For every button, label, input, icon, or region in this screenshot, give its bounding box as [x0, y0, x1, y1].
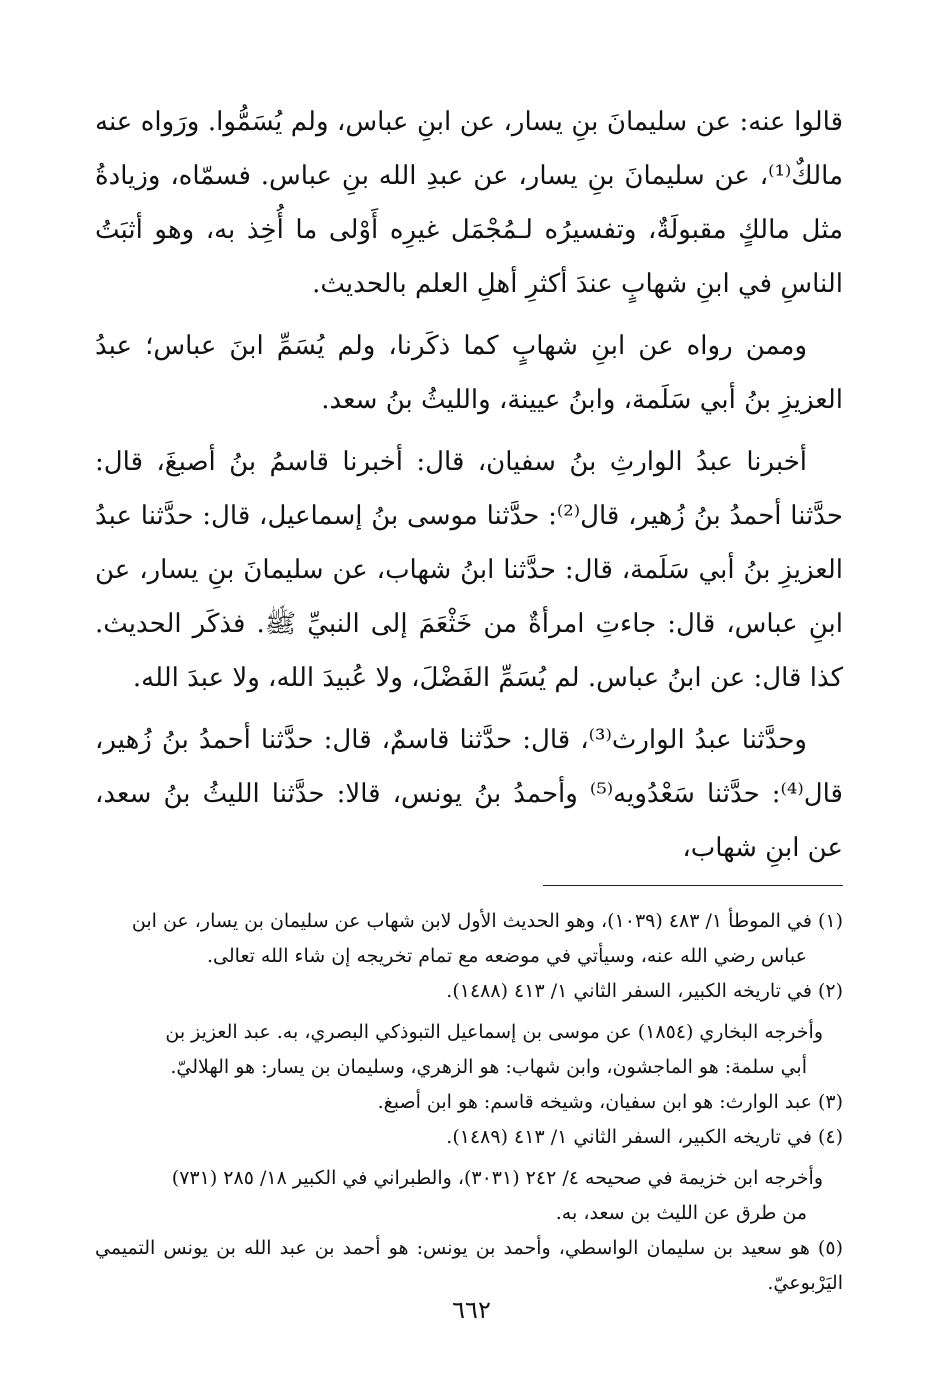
page-number: ٦٦٢ — [452, 1296, 491, 1324]
footnote-separator — [543, 885, 843, 886]
paragraph-3: أخبرنا عبدُ الوارثِ بنُ سفيان، قال: أخبرنا قاسمُ بنُ أصبغَ، قال: حدَّثنا أحمدُ بنُ زُهير، قال⁽²⁾: حدَّثنا موسى بنُ إسماعيل، قال: حدَّثنا عبدُ العزيزِ بنُ أبي سَلَمة، قال: حدَّثنا ابنُ شهاب، عن سليمانَ بنِ يسار، عن ابنِ عباس، قال: جاءتِ امرأةٌ من خَثْعَمَ إلى النبيِّ ﷺ. فذكَر الحديث. كذا قال: عن ابنُ عباس. لم يُسَمِّ الفَضْلَ، ولا عُبيدَ الله، ولا عبدَ الله. — [95, 447, 843, 693]
footnotes — [95, 904, 843, 1301]
footnote-3: (٣) عبد الوارث: هو ابن سفيان، وشيخه قاسم: هو ابن أصبغ. — [377, 1091, 843, 1113]
main-text — [95, 95, 843, 875]
footnote-2-extra: وأخرجه البخاري (١٨٥٤) عن موسى بن إسماعيل التبوذكي البصري، به. عبد العزيز بن — [165, 1021, 823, 1043]
footnote-1-continuation: عباس رضي الله عنه، وسيأتي في موضعه مع تمام تخريجه إن شاء الله تعالى. — [206, 945, 807, 967]
footnote-4: (٤) في تاريخه الكبير، السفر الثاني ١/ ٤١٣ (١٤٨٩). — [446, 1126, 843, 1148]
paragraph-4: وحدَّثنا عبدُ الوارث⁽³⁾، قال: حدَّثنا قاسمٌ، قال: حدَّثنا أحمدُ بنُ زُهير، قال⁽⁴⁾: حدَّثنا سَعْدُويه⁽⁵⁾ وأحمدُ بنُ يونس، قالا: حدَّثنا الليثُ بنُ سعد، عن ابنِ شهاب، — [95, 725, 843, 863]
footnote-2-extra-continuation: أبي سلمة: هو الماجشون، وابن شهاب: هو الزهري، وسليمان بن يسار: هو الهلاليّ. — [170, 1056, 807, 1078]
footnote-2: (٢) في تاريخه الكبير، السفر الثاني ١/ ٤١٣ (١٤٨٨). — [446, 980, 843, 1002]
footnote-1: (١) في الموطأ ١/ ٤٨٣ (١٠٣٩)، وهو الحديث الأول لابن شهاب عن سليمان بن يسار، عن ابن — [131, 910, 843, 932]
footnote-4-extra-continuation: من طرق عن الليث بن سعد، به. — [555, 1202, 807, 1224]
footnote-4-extra: وأخرجه ابن خزيمة في صحيحه ٤/ ٢٤٢ (٣٠٣١)، والطبراني في الكبير ١٨/ ٢٨٥ (٧٣١) — [171, 1167, 823, 1189]
footnote-5: (٥) هو سعيد بن سليمان الواسطي، وأحمد بن يونس: هو أحمد بن عبد الله بن يونس التميمي اليَرْبوعيّ. — [95, 1237, 843, 1294]
book-page — [95, 95, 843, 1335]
paragraph-1: قالوا عنه: عن سليمانَ بنِ يسار، عن ابنِ عباس، ولم يُسَمُّوا. ورَواه عنه مالكٌ⁽¹⁾، عن سليمانَ بنِ يسار، عن عبدِ الله بنِ عباس. فسمّاه، وزيادةُ مثل مالكٍ مقبولَةٌ، وتفسيرُه لـمُجْمَل غيرِه أَوْلى ما أُخِذ به، وهو أثبَتُ الناسِ في ابنِ شهابٍ عندَ أكثرِ أهلِ العلم بالحديث. — [95, 107, 843, 299]
paragraph-2: وممن رواه عن ابنِ شهابٍ كما ذكَرنا، ولم يُسَمِّ ابنَ عباس؛ عبدُ العزيزِ بنُ أبي سَلَمة، وابنُ عيينة، والليثُ بنُ سعد. — [95, 331, 843, 415]
